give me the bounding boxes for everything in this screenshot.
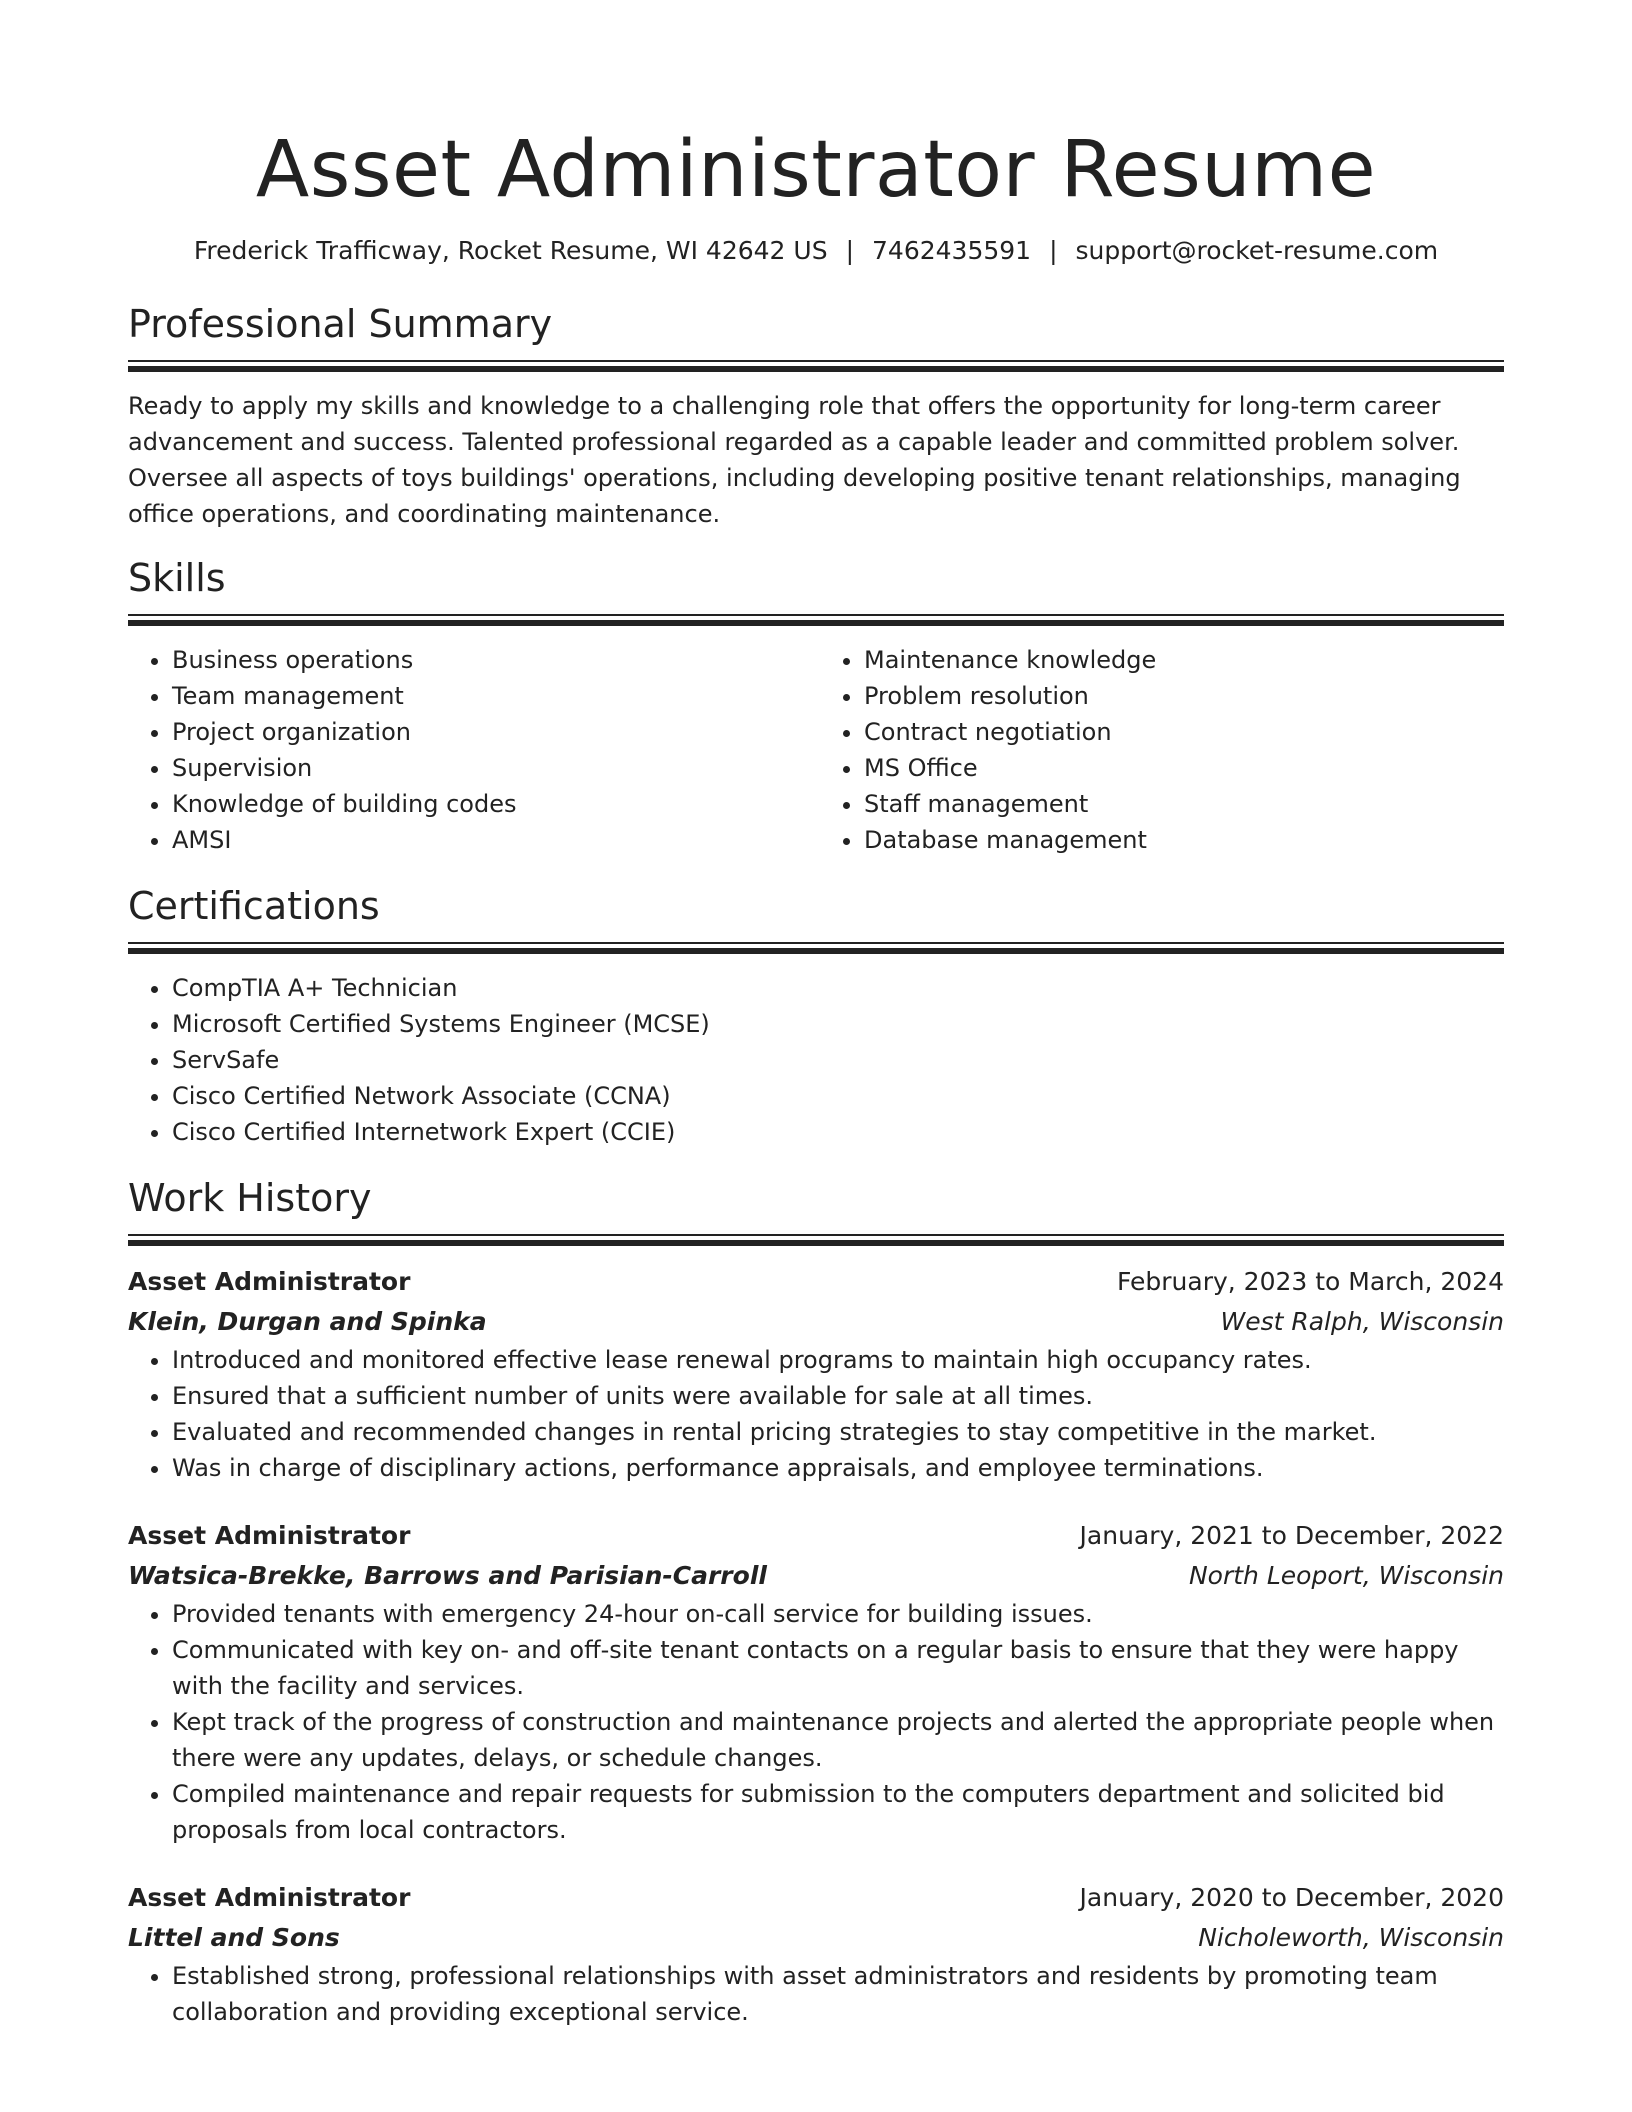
job-entry	[128, 1262, 1504, 1486]
job-company-row	[128, 1918, 1504, 1958]
job-duty: • Kept track of the progress of construction and maintenance projects and alerted the appropriate people when there were any updates, delays, or schedule changes.	[172, 1704, 1504, 1776]
contact-separator: |	[845, 236, 855, 265]
job-company: Klein, Durgan and Spinka	[128, 1307, 487, 1336]
summary-section	[128, 300, 1504, 532]
skill-item: • Supervision	[172, 750, 812, 786]
certifications-section	[128, 882, 1504, 1150]
job-company: Littel and Sons	[128, 1923, 340, 1952]
resume-page	[128, 0, 1504, 2030]
certifications-list	[128, 970, 1504, 1150]
certification-item: • ServSafe	[172, 1042, 1504, 1078]
skills-heading: Skills	[128, 556, 226, 600]
job-company: Watsica-Brekke, Barrows and Parisian-Carroll	[128, 1561, 767, 1590]
contact-address: Frederick Trafficway, Rocket Resume, WI 42642 US	[193, 236, 828, 265]
job-location: North Leoport, Wisconsin	[1188, 1561, 1504, 1590]
job-duty: • Was in charge of disciplinary actions, performance appraisals, and employee terminations.	[172, 1450, 1504, 1486]
contact-email: support@rocket-resume.com	[1075, 236, 1439, 265]
certification-item: • Cisco Certified Network Associate (CCNA)	[172, 1078, 1504, 1114]
skill-item: • Problem resolution	[864, 678, 1504, 714]
job-location: Nicholeworth, Wisconsin	[1198, 1923, 1504, 1952]
job-duty: • Evaluated and recommended changes in rental pricing strategies to stay competitive in the market.	[172, 1414, 1504, 1450]
skills-grid	[128, 642, 1504, 858]
job-header-row	[128, 1262, 1504, 1302]
skills-list-right	[812, 642, 1504, 858]
skill-item: • AMSI	[172, 822, 812, 858]
contact-phone: 7462435591	[872, 236, 1032, 265]
job-duty: • Ensured that a sufficient number of units were available for sale at all times.	[172, 1378, 1504, 1414]
job-duty: • Compiled maintenance and repair requests for submission to the computers department and solicited bid proposals from local contractors.	[172, 1776, 1504, 1848]
job-location: West Ralph, Wisconsin	[1220, 1307, 1504, 1336]
job-company-row	[128, 1302, 1504, 1342]
job-header-row	[128, 1516, 1504, 1556]
job-duties-list	[128, 1958, 1504, 2030]
work-history-section	[128, 1174, 1504, 2030]
certification-item: • Microsoft Certified Systems Engineer (MCSE)	[172, 1006, 1504, 1042]
job-duty: • Introduced and monitored effective lease renewal programs to maintain high occupancy rates.	[172, 1342, 1504, 1378]
section-divider	[128, 942, 1504, 954]
job-duty: • Communicated with key on- and off-site tenant contacts on a regular basis to ensure that they were happy with the facility and services.	[172, 1632, 1504, 1704]
skills-list-left	[128, 642, 812, 858]
contact-separator: |	[1049, 236, 1058, 265]
job-title: Asset Administrator	[128, 1267, 411, 1296]
job-duties-list	[128, 1596, 1504, 1848]
job-title: Asset Administrator	[128, 1883, 411, 1912]
job-dates: January, 2020 to December, 2020	[1079, 1883, 1504, 1912]
job-entry	[128, 1878, 1504, 2030]
job-duties-list	[128, 1342, 1504, 1486]
skill-item: • Knowledge of building codes	[172, 786, 812, 822]
job-duty: • Established strong, professional relationships with asset administrators and residents by promoting team collaboration and providing exceptional service.	[172, 1958, 1504, 2030]
job-header-row	[128, 1878, 1504, 1918]
skill-item: • Database management	[864, 822, 1504, 858]
job-duty: • Provided tenants with emergency 24-hour on-call service for building issues.	[172, 1596, 1504, 1632]
skill-item: • Project organization	[172, 714, 812, 750]
skill-item: • Maintenance knowledge	[864, 642, 1504, 678]
section-divider	[128, 614, 1504, 626]
job-entry	[128, 1516, 1504, 1848]
skill-item: • MS Office	[864, 750, 1504, 786]
certifications-heading: Certifications	[128, 884, 380, 928]
job-company-row	[128, 1556, 1504, 1596]
section-divider	[128, 1234, 1504, 1246]
certification-item: • CompTIA A+ Technician	[172, 970, 1504, 1006]
summary-text: Ready to apply my skills and knowledge to a challenging role that offers the opportunity for long-term career advancement and success. Talented professional regarded as a capable leader and committed problem solver. Oversee all aspects of toys buildings' operations, including developing positive tenant relationships, managing office operations, and coordinating maintenance.	[128, 392, 1461, 528]
skills-section	[128, 554, 1504, 858]
resume-title: Asset Administrator Resume	[255, 125, 1377, 215]
summary-heading: Professional Summary	[128, 302, 553, 346]
skill-item: • Contract negotiation	[864, 714, 1504, 750]
section-divider	[128, 360, 1504, 372]
job-title: Asset Administrator	[128, 1521, 411, 1550]
job-dates: February, 2023 to March, 2024	[1116, 1267, 1504, 1296]
job-dates: January, 2021 to December, 2022	[1079, 1521, 1504, 1550]
certification-item: • Cisco Certified Internetwork Expert (CCIE)	[172, 1114, 1504, 1150]
skill-item: • Team management	[172, 678, 812, 714]
contact-line	[128, 234, 1504, 268]
work-history-heading: Work History	[128, 1176, 372, 1220]
skill-item: • Business operations	[172, 642, 812, 678]
skill-item: • Staff management	[864, 786, 1504, 822]
